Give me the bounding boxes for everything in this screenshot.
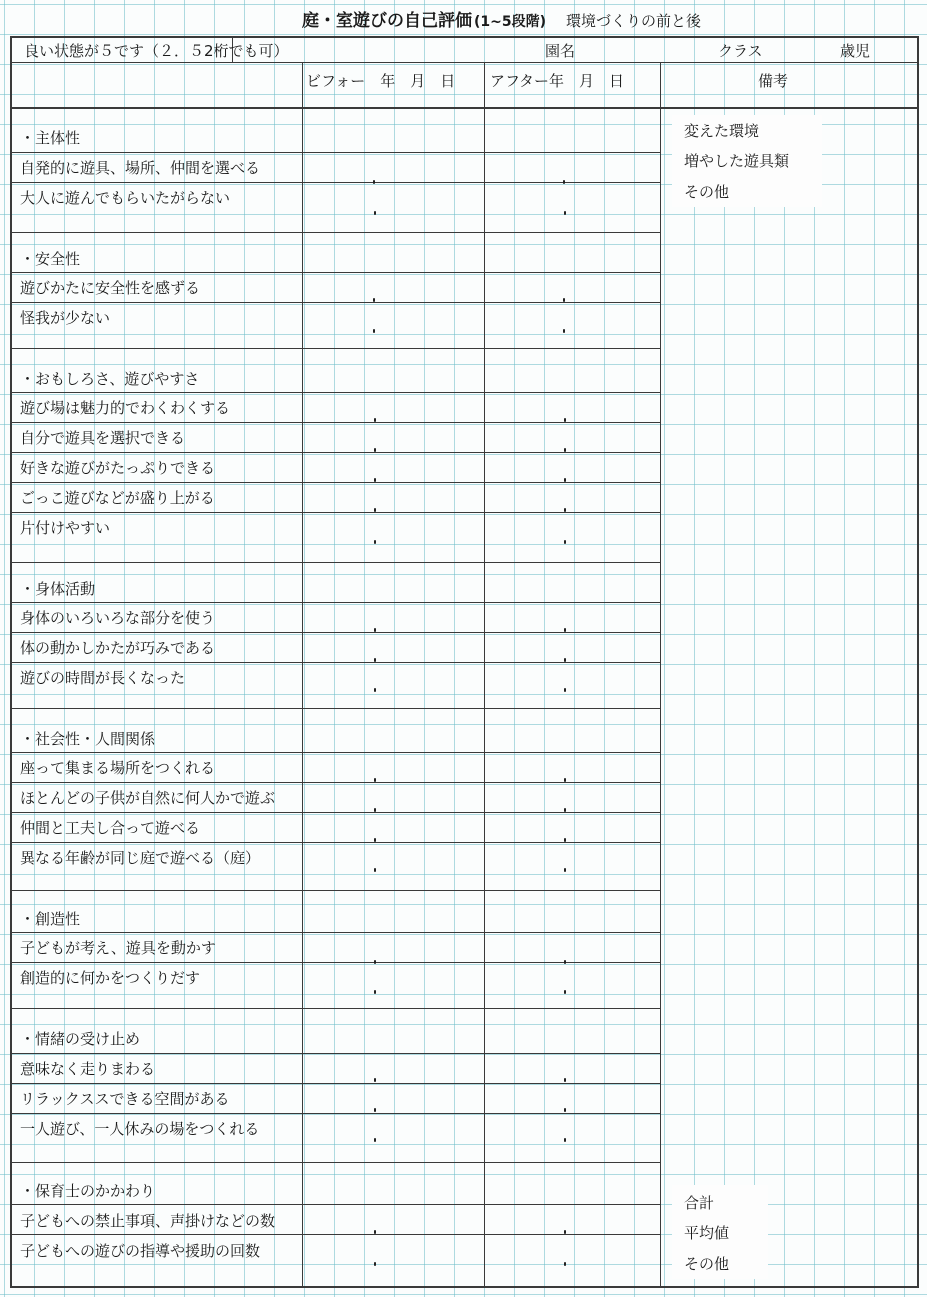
rating-tick-mark bbox=[564, 448, 566, 452]
row-divider bbox=[12, 482, 660, 483]
rating-tick-mark bbox=[564, 838, 566, 842]
class-label: クラス bbox=[718, 42, 763, 60]
frame-top-border bbox=[10, 36, 918, 38]
header-bottom-divider bbox=[10, 107, 918, 109]
section-divider bbox=[12, 232, 660, 233]
rating-tick-mark bbox=[374, 868, 376, 872]
criterion-item: 子どもへの遊びの指導や援助の回数 bbox=[20, 1242, 261, 1260]
criterion-item: リラックススできる空間がある bbox=[20, 1090, 230, 1108]
rating-tick-mark bbox=[373, 180, 375, 184]
rating-tick-mark bbox=[564, 1230, 566, 1234]
category-autonomy: ・主体性 bbox=[20, 129, 81, 147]
row-divider bbox=[12, 272, 660, 273]
row-divider bbox=[12, 512, 660, 513]
rating-tick-mark bbox=[374, 1262, 376, 1266]
rating-tick-mark bbox=[374, 808, 376, 812]
row-divider bbox=[12, 422, 660, 423]
row-divider bbox=[12, 1204, 660, 1205]
row-divider bbox=[12, 602, 660, 603]
remarks-other-bottom: その他 bbox=[684, 1255, 730, 1273]
criterion-item: ごっこ遊びなどが盛り上がる bbox=[20, 489, 215, 507]
criterion-item: 座って集まる場所をつくれる bbox=[20, 759, 216, 777]
rating-tick-mark bbox=[563, 329, 565, 333]
remarks-other-top: その他 bbox=[684, 183, 730, 201]
rating-tick-mark bbox=[374, 778, 376, 782]
rating-tick-mark bbox=[374, 211, 376, 215]
criterion-item: 遊びかたに安全性を感ずる bbox=[20, 279, 201, 297]
rating-tick-mark bbox=[564, 990, 566, 994]
rating-tick-mark bbox=[374, 960, 376, 964]
row-divider bbox=[12, 842, 660, 843]
row-divider bbox=[12, 932, 660, 933]
category-fun: ・おもしろさ、遊びやすさ bbox=[20, 370, 200, 388]
criterion-item: 大人に遊んでもらいたがらない bbox=[20, 189, 231, 207]
row-divider bbox=[12, 152, 660, 153]
remarks-changed-environment: 変えた環境 bbox=[684, 122, 760, 140]
row-divider bbox=[12, 1234, 660, 1235]
remarks-total: 合計 bbox=[684, 1194, 715, 1212]
criterion-item: 一人遊び、一人休みの場をつくれる bbox=[20, 1120, 260, 1138]
criterion-item: 遊びの時間が長くなった bbox=[20, 669, 186, 687]
criterion-item: 体の動かしかたが巧みである bbox=[20, 639, 216, 657]
rating-tick-mark bbox=[564, 1108, 566, 1112]
rating-tick-mark bbox=[374, 1078, 376, 1082]
before-after-divider bbox=[484, 62, 485, 1287]
criterion-item: ほとんどの子供が自然に何人かで遊ぶ bbox=[20, 789, 276, 807]
rating-tick-mark bbox=[564, 1262, 566, 1266]
row-divider bbox=[12, 1083, 660, 1084]
rating-tick-mark bbox=[374, 628, 376, 632]
criterion-item: 好きな遊びがたっぷりできる bbox=[20, 459, 216, 477]
rating-tick-mark bbox=[564, 628, 566, 632]
section-divider bbox=[12, 708, 660, 709]
remarks-added-equipment: 増やした遊具類 bbox=[684, 152, 790, 170]
rating-tick-mark bbox=[374, 1108, 376, 1112]
row-divider bbox=[12, 1113, 660, 1114]
remarks-header: 備考 bbox=[758, 72, 789, 90]
section-divider bbox=[12, 348, 660, 349]
row-divider bbox=[12, 452, 660, 453]
rating-tick-mark bbox=[374, 508, 376, 512]
row-divider bbox=[12, 632, 660, 633]
rating-tick-mark bbox=[374, 990, 376, 994]
rating-tick-mark bbox=[564, 868, 566, 872]
row-divider bbox=[12, 1053, 660, 1054]
category-sociality: ・社会性・人間関係 bbox=[20, 730, 156, 748]
row-divider bbox=[12, 752, 660, 753]
title-range: (1~5段階) bbox=[474, 14, 547, 30]
rating-tick-mark bbox=[374, 1230, 376, 1234]
criterion-item: 創造的に何かをつくりだす bbox=[20, 969, 201, 987]
criterion-item: 遊び場は魅力的でわくわくする bbox=[20, 399, 231, 417]
age-label: 歳児 bbox=[840, 42, 871, 60]
criterion-item: 子どもへの禁止事項、声掛けなどの数 bbox=[20, 1212, 276, 1230]
rating-tick-mark bbox=[373, 329, 375, 333]
rating-tick-mark bbox=[374, 658, 376, 662]
row-divider bbox=[12, 392, 660, 393]
rating-tick-mark bbox=[374, 838, 376, 842]
document-title bbox=[302, 6, 701, 31]
frame-right-border bbox=[917, 36, 919, 1288]
criterion-item: 仲間と工夫し合って遊べる bbox=[20, 819, 201, 837]
rating-tick-mark bbox=[373, 298, 375, 302]
title-subtitle: 環境づくりの前と後 bbox=[566, 12, 702, 30]
section-divider bbox=[12, 1162, 660, 1163]
after-date-header: アフター年 月 日 bbox=[490, 72, 624, 90]
school-name-label: 園名 bbox=[545, 42, 576, 60]
rating-tick-mark bbox=[563, 180, 565, 184]
category-physical-activity: ・身体活動 bbox=[20, 580, 96, 598]
section-divider bbox=[12, 1008, 660, 1009]
section-divider bbox=[12, 890, 660, 891]
before-date-header: ビフォー 年 月 日 bbox=[306, 72, 456, 90]
criterion-item: 子どもが考え、遊具を動かす bbox=[20, 939, 216, 957]
rating-tick-mark bbox=[374, 418, 376, 422]
criterion-item: 異なる年齢が同じ庭で遊べる（庭） bbox=[20, 849, 261, 867]
rating-tick-mark bbox=[564, 478, 566, 482]
rating-tick-mark bbox=[374, 1138, 376, 1142]
rating-tick-mark bbox=[374, 448, 376, 452]
row-divider bbox=[12, 812, 660, 813]
rating-tick-mark bbox=[563, 298, 565, 302]
rating-tick-mark bbox=[374, 478, 376, 482]
section-divider bbox=[12, 562, 660, 563]
rating-tick-mark bbox=[564, 540, 566, 544]
good-state-note: 良い状態が５です（２．５2桁でも可） bbox=[24, 42, 289, 60]
rating-tick-mark bbox=[564, 1078, 566, 1082]
criterion-item: 身体のいろいろな部分を使う bbox=[20, 609, 216, 627]
row-divider bbox=[12, 302, 660, 303]
header-row-divider bbox=[10, 62, 918, 63]
rating-tick-mark bbox=[564, 508, 566, 512]
criterion-item: 自分で遊具を選択できる bbox=[20, 429, 186, 447]
title-main: 庭・室遊びの自己評価 bbox=[302, 11, 472, 31]
rating-tick-mark bbox=[374, 688, 376, 692]
category-emotional-support: ・情緒の受け止め bbox=[20, 1030, 141, 1048]
criterion-item: 怪我が少ない bbox=[20, 309, 111, 327]
frame-bottom-border bbox=[10, 1286, 919, 1288]
row-divider bbox=[12, 962, 660, 963]
row-divider bbox=[12, 662, 660, 663]
category-caregiver-involvement: ・保育士のかかわり bbox=[20, 1182, 156, 1200]
row-divider bbox=[12, 782, 660, 783]
category-creativity: ・創造性 bbox=[20, 910, 81, 928]
remarks-column-left bbox=[660, 62, 661, 1287]
remarks-average: 平均値 bbox=[684, 1224, 730, 1242]
rating-tick-mark bbox=[564, 808, 566, 812]
rating-tick-mark bbox=[564, 778, 566, 782]
rating-tick-mark bbox=[564, 418, 566, 422]
rating-tick-mark bbox=[564, 658, 566, 662]
rating-tick-mark bbox=[564, 960, 566, 964]
criterion-item: 意味なく走りまわる bbox=[20, 1060, 156, 1078]
rating-tick-mark bbox=[564, 688, 566, 692]
criterion-item: 片付けやすい bbox=[20, 519, 111, 537]
category-safety: ・安全性 bbox=[20, 250, 81, 268]
rating-tick-mark bbox=[374, 540, 376, 544]
rating-tick-mark bbox=[564, 211, 566, 215]
rating-tick-mark bbox=[564, 1138, 566, 1142]
criterion-item: 自発的に遊具、場所、仲間を選べる bbox=[20, 159, 261, 177]
before-column-left bbox=[302, 62, 303, 1287]
